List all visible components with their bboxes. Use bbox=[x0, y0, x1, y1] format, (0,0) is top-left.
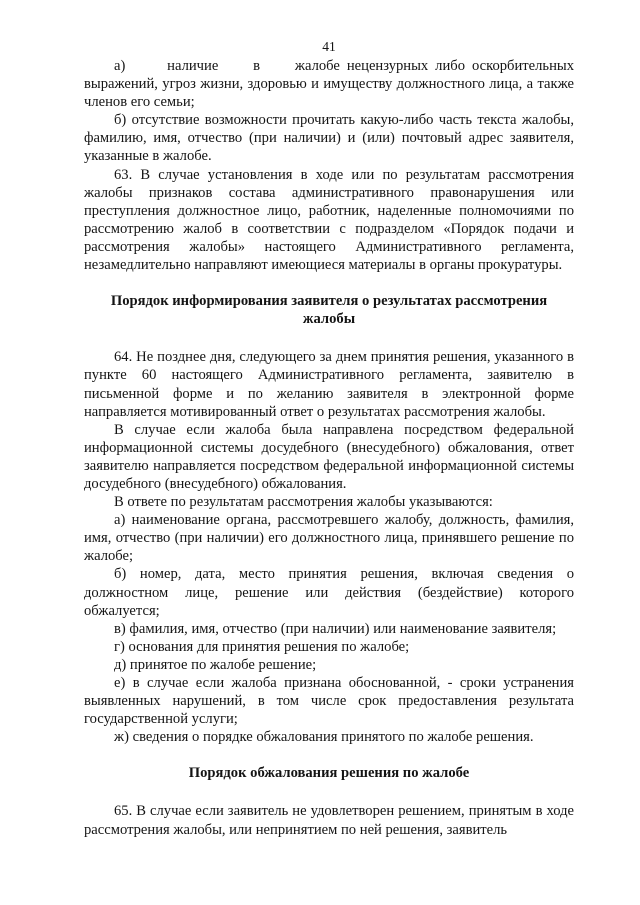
list-item-v: в) фамилия, имя, отчество (при наличии) или наименование заявителя; bbox=[114, 620, 557, 637]
section-heading-appeal: Порядок обжалования решения по жалобе bbox=[188, 765, 470, 782]
list-item-g: г) основания для принятия решения по жалобе; bbox=[114, 638, 410, 655]
paragraph-63: 63. В случае установления в ходе или по результатам рассмотрения жалобы признаков состава административного правонарушения или преступления должностное лицо, работник, наделенные полномочиями по рассмотрению жалоб в соответствии с подразделом «Порядок подачи и рассмотрения жалобы» настоящего Административного регламента, незамедлительно направляют имеющиеся материалы в органы прокуратуры. bbox=[84, 166, 574, 274]
paragraph-answer-intro: В ответе по результатам рассмотрения жалобы указываются: bbox=[114, 494, 493, 511]
document-page bbox=[84, 38, 574, 839]
paragraph-64: 64. Не позднее дня, следующего за днем принятия решения, указанного в пункте 60 настоящего Административного регламента, заявителю в письменной форме и по желанию заявителя в электронной форме направляется мотивированный ответ о результатах рассмотрения жалобы. bbox=[84, 349, 574, 420]
paragraph-item-b-unreadable: б) отсутствие возможности прочитать какую-либо часть текста жалобы, фамилию, имя, отчество (при наличии) и (или) почтовый адрес заявителя, указанные в жалобе. bbox=[84, 112, 574, 165]
section-heading-inform: Порядок информирования заявителя о результатах рассмотрения жалобы bbox=[110, 293, 548, 328]
list-item-a: а) наименование органа, рассмотревшего жалобу, должность, фамилия, имя, отчество (при наличии) его должностного лица, принявшего решение по жалобе; bbox=[84, 512, 574, 565]
list-item-zh: ж) сведения о порядке обжалования принятого по жалобе решения. bbox=[114, 729, 534, 746]
paragraph-item-a-obscene: а) наличие в жалобе нецензурных либо оскорбительных выражений, угроз жизни, здоровью и имуществу должностного лица, а также членов его семьи; bbox=[84, 58, 574, 111]
page-number: 41 bbox=[322, 39, 336, 54]
paragraph-65: 65. В случае если заявитель не удовлетворен решением, принятым в ходе рассмотрения жалобы, или непринятием по ней решения, заявитель bbox=[84, 803, 574, 838]
list-item-b: б) номер, дата, место принятия решения, включая сведения о должностном лице, решение или действия (бездействие) которого обжалуется; bbox=[84, 566, 574, 619]
list-item-e: е) в случае если жалоба признана обоснованной, - сроки устранения выявленных нарушений, в том числе срок предоставления результата государственной услуги; bbox=[84, 675, 574, 728]
list-item-d: д) принятое по жалобе решение; bbox=[114, 656, 317, 673]
paragraph-federal-system: В случае если жалоба была направлена посредством федеральной информационной системы досудебного (внесудебного) обжалования, ответ заявителю направляется посредством федеральной информационной системы досудебного (внесудебного) обжалования. bbox=[84, 421, 574, 492]
